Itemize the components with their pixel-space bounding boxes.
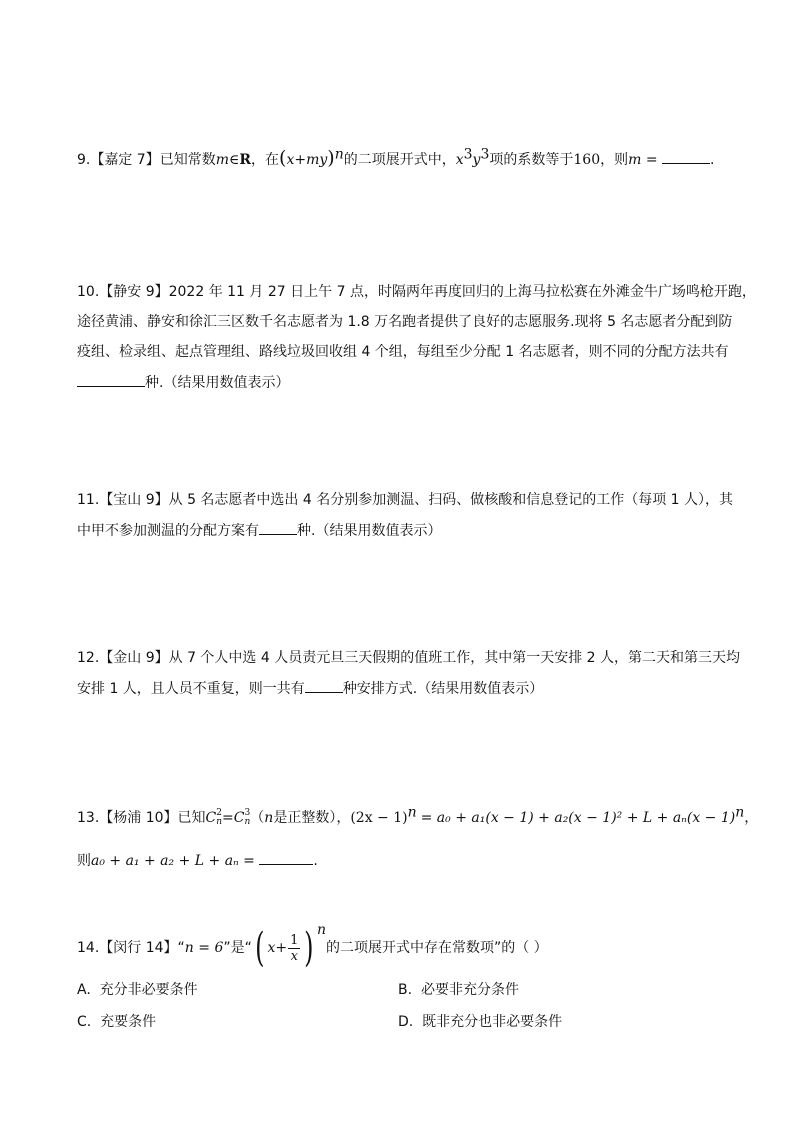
q14-condition: n = 6: [184, 940, 224, 956]
q9-term-y-exp: 3: [480, 146, 490, 163]
q13-line2-expr: a₀ + a₁ + a₂ + L + aₙ =: [91, 853, 255, 869]
q13-rhs: = a₀ + a₁(x − 1) + a₂(x − 1)² + L + aₙ(x − 1): [420, 810, 736, 826]
q14-option-c-key: C.: [77, 1014, 92, 1030]
q14-option-d-key: D.: [398, 1014, 414, 1030]
question-10-line-4: [77, 372, 289, 393]
q13-expansion-exp: n: [407, 804, 417, 821]
q9-text-5: ，则: [600, 152, 629, 168]
q9-number-160: 160: [573, 152, 601, 168]
q14-label: 14.【闵行 14】: [77, 940, 178, 956]
question-12-line-1: 12.【金山 9】从 7 个人中选 4 人员责元旦三天假期的值班工作，其中第一天安排 2 人，第二天和第三天均: [77, 650, 741, 666]
q13-comma: ，: [744, 810, 759, 826]
q13-line2-text: 则: [77, 853, 91, 869]
q14-option-a-key: A.: [77, 982, 91, 998]
q14-option-c[interactable]: [77, 1012, 156, 1032]
q10-answer-blank[interactable]: [77, 372, 145, 387]
q13-comb-2-sup: 3: [244, 808, 251, 818]
question-12-line-2: [77, 678, 543, 699]
q14-text-3: 的二项展开式中存在常数项”的（ ）: [326, 940, 548, 956]
q13-rhs-exp: n: [735, 804, 745, 821]
q9-answer-blank[interactable]: [662, 149, 710, 164]
q9-term-y: y: [472, 152, 481, 168]
q9-element-of: ∈: [229, 152, 240, 168]
q10-text: 种.（结果用数值表示）: [145, 375, 290, 391]
q9-paren-right: ): [327, 147, 335, 169]
question-10-line-2: 途径黄浦、静安和徐汇三区数千名志愿者为 1.8 万名跑者提供了良好的志愿服务.现将 5 名志愿者分配到防: [77, 314, 733, 330]
q13-comb-1-sub: n: [216, 817, 223, 827]
q14-option-d[interactable]: [398, 1012, 562, 1032]
q9-text-4: 项的系数等于: [489, 152, 574, 168]
q14-fraction: [288, 933, 300, 964]
q11-text-b: 种.（结果用数值表示）: [297, 523, 442, 539]
question-14: [77, 922, 548, 971]
q14-option-b-key: B.: [398, 982, 413, 998]
q14-paren-left: (: [254, 925, 265, 971]
q13-equals: =: [222, 810, 234, 826]
q13-line2-end: .: [313, 853, 318, 869]
question-9: [77, 148, 715, 170]
question-10-line-3: 疫组、检录组、起点管理组、路线垃圾回收组 4 个组，每组至少分配 1 名志愿者，则不同的分配方法共有: [77, 344, 729, 360]
q14-plus: +: [275, 940, 288, 956]
q14-option-b[interactable]: [398, 980, 519, 1000]
q14-option-c-text: 充要条件: [100, 1014, 157, 1030]
q9-term-x-exp: 3: [463, 146, 473, 163]
q14-option-a-text: 充分非必要条件: [99, 982, 198, 998]
q13-text-2: （: [250, 810, 265, 826]
q9-text-3: 的二项展开式中，: [343, 152, 456, 168]
q9-expr-my: my: [306, 152, 328, 168]
question-13-line-1: [77, 804, 759, 828]
q13-text-3: 是正整数），: [273, 810, 351, 826]
question-11-line-2: [77, 520, 441, 541]
q13-comb-1: C: [205, 810, 217, 826]
q11-text-a: 中甲不参加测温的分配方案有: [77, 523, 259, 539]
q9-text-1: 已知常数: [159, 152, 216, 168]
q12-text-a: 安排 1 人，且人员不重复，则一共有: [77, 681, 305, 697]
q14-text-1: “: [177, 940, 185, 956]
q9-expr-plus: +: [294, 152, 307, 168]
q13-expansion: (2x − 1): [350, 810, 408, 826]
q13-comb-1-sup: 2: [216, 808, 222, 818]
q12-text-b: 种安排方式.（结果用数值表示）: [342, 681, 544, 697]
q9-end: .: [710, 152, 715, 168]
q14-paren-right: ): [304, 925, 314, 971]
question-11-line-1: 11.【宝山 9】从 5 名志愿者中选出 4 名分别参加测温、扫码、做核酸和信息登记的工作（每项 1 人），其: [77, 492, 734, 508]
question-13-line-2: [77, 850, 318, 871]
q13-label: 13.【杨浦 10】: [77, 810, 178, 826]
q14-fraction-numerator: 1: [290, 932, 299, 948]
q9-m-equals: m =: [628, 152, 658, 168]
q12-answer-blank[interactable]: [305, 678, 343, 693]
q14-text-2: ”是“: [223, 940, 252, 956]
q9-term-x: x: [455, 152, 464, 168]
q14-exp-n: n: [317, 922, 327, 938]
q14-option-b-text: 必要非充分条件: [420, 982, 519, 998]
q13-var-n: n: [264, 810, 274, 826]
q9-label: 9.【嘉定 7】: [77, 152, 160, 168]
question-10-line-1: 10.【静安 9】2022 年 11 月 27 日上午 7 点，时隔两年再度回归的上海马拉松赛在外滩金牛广场鸣枪开跑，: [77, 284, 756, 300]
q11-answer-blank[interactable]: [259, 520, 297, 535]
q9-text-2: ，在: [251, 152, 280, 168]
q14-var-x: x: [267, 940, 276, 956]
q13-comb-2-sub: n: [244, 817, 251, 827]
q9-paren-left: (: [279, 147, 287, 169]
q13-text-1: 已知: [177, 810, 206, 826]
q14-option-d-text: 既非充分也非必要条件: [422, 1014, 563, 1030]
q13-comb-2: C: [233, 810, 245, 826]
q9-real-set: R: [239, 152, 252, 168]
q9-exp-n: n: [334, 146, 344, 163]
q13-answer-blank[interactable]: [259, 850, 313, 865]
q14-option-a[interactable]: [77, 980, 198, 1000]
q9-var-m: m: [215, 152, 229, 168]
q9-expr-x: x: [286, 152, 295, 168]
q14-fraction-denominator: x: [290, 948, 298, 964]
